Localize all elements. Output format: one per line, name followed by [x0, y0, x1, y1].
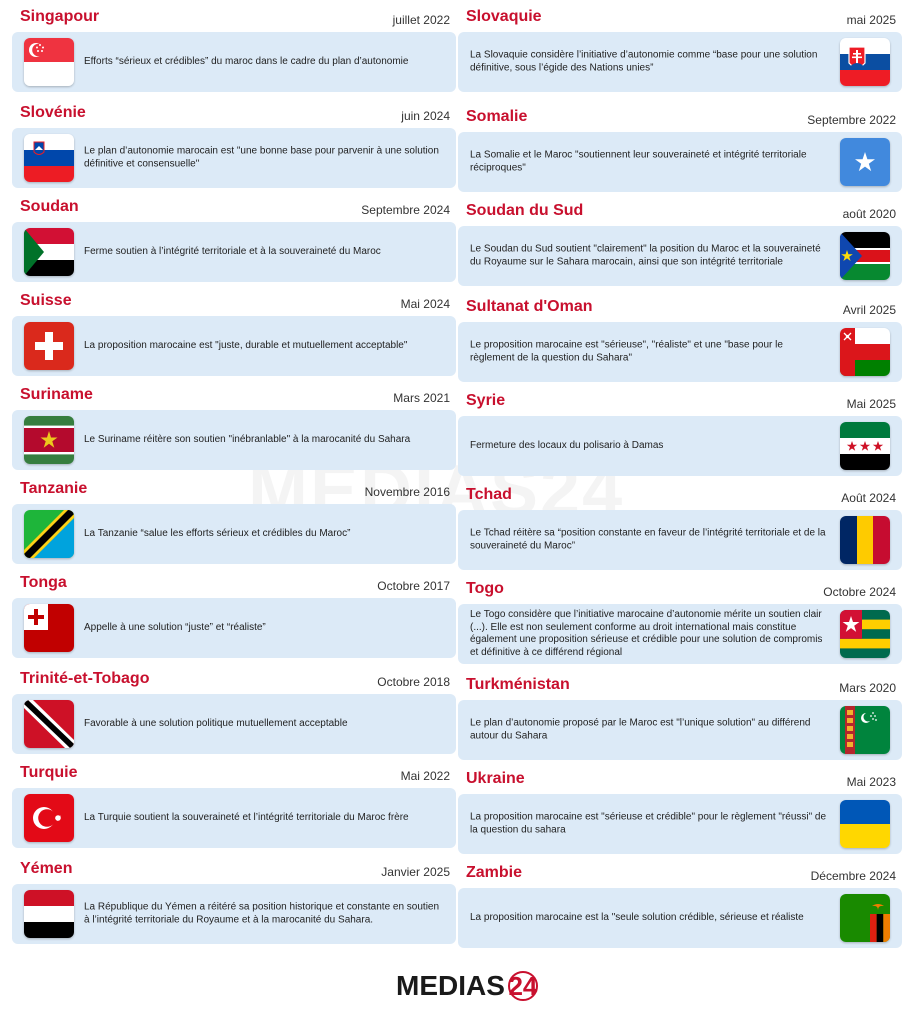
entry-header [12, 856, 456, 884]
country-entry [458, 672, 902, 741]
country-name: Turquie [20, 764, 78, 781]
entry-header [12, 382, 456, 410]
singapore-flag [24, 38, 74, 86]
statement-card [12, 222, 456, 282]
entry-header [12, 288, 456, 316]
entry-date: mai 2025 [846, 13, 896, 27]
statement-text: Le plan d’autonomie proposé par le Maroc est "l’unique solution" au différend autour du Sahara [470, 717, 811, 741]
statement-text: Le Soudan du Sud soutient "clairement" la position du Maroc et la souveraineté du Royaume sur le Sahara marocain, ainsi que son intégrité territoriale [470, 243, 821, 267]
statement-text: La proposition marocaine est "sérieuse et crédible" pour le règlement "réussi" de la question du sahara [470, 811, 827, 835]
country-entry [12, 570, 456, 633]
entry-header [12, 476, 456, 504]
statement-text: La proposition marocaine est "juste, durable et mutuellement acceptable" [84, 339, 408, 351]
entry-header [12, 4, 456, 32]
country-entry [458, 388, 902, 451]
switzerland-flag [24, 322, 74, 370]
entry-header [12, 760, 456, 788]
statement-card [458, 226, 902, 286]
entry-header [458, 294, 902, 322]
statement-card [12, 504, 456, 564]
statement-card [458, 416, 902, 476]
statement-text: La Somalie et le Maroc "soutiennent leur souveraineté et intégrité territoriale réciproques" [470, 149, 807, 173]
entry-date: Mai 2025 [846, 397, 896, 411]
entry-date: Octobre 2018 [377, 675, 450, 689]
sudan-flag [24, 228, 74, 276]
entry-header [458, 766, 902, 794]
country-entry [12, 666, 456, 729]
country-name: Somalie [466, 108, 528, 125]
statement-card [458, 32, 902, 92]
logo-badge [506, 969, 540, 1003]
statement-card [12, 884, 456, 944]
suriname-flag [24, 416, 74, 464]
slovenia-flag [24, 134, 74, 182]
statement-text: Efforts “sérieux et crédibles” du maroc dans le cadre du plan d’autonomie [84, 55, 409, 67]
statement-card [458, 888, 902, 948]
entry-header [458, 576, 902, 604]
statement-text: Appelle à une solution “juste” et “réaliste” [84, 621, 266, 633]
statement-card [12, 598, 456, 658]
country-entry [12, 100, 456, 169]
country-name: Suriname [20, 386, 93, 403]
statement-text: Fermeture des locaux du polisario à Damas [470, 439, 664, 451]
logo-number: 24 [508, 970, 538, 1001]
statement-card [458, 604, 902, 664]
entry-date: Octobre 2017 [377, 579, 450, 593]
entry-header [12, 100, 456, 128]
statement-card [458, 794, 902, 854]
entry-date: Octobre 2024 [823, 585, 896, 599]
entry-date: Août 2024 [841, 491, 896, 505]
entry-date: Décembre 2024 [810, 869, 896, 883]
statement-text: Le Tchad réitère sa “position constante en faveur de l’intégrité territoriale et de la souveraineté du Maroc” [470, 527, 826, 551]
statement-text: Le Suriname réitère son soutien "inébranlable" à la marocanité du Sahara [84, 433, 411, 445]
statement-card [458, 700, 902, 760]
country-entry [458, 576, 902, 658]
entry-date: Mai 2024 [400, 297, 450, 311]
entry-header [458, 4, 902, 32]
country-entry [458, 482, 902, 551]
entry-date: Mai 2022 [400, 769, 450, 783]
country-name: Tchad [466, 486, 512, 503]
country-entry [12, 760, 456, 823]
slovakia-flag [840, 38, 890, 86]
entry-date: juillet 2022 [392, 13, 450, 27]
country-entry [12, 288, 456, 351]
statement-card [12, 128, 456, 188]
ukraine-flag [840, 800, 890, 848]
country-entry [12, 856, 456, 925]
chad-flag [840, 516, 890, 564]
statement-text: Favorable à une solution politique mutuellement acceptable [84, 717, 348, 729]
country-entry [12, 194, 456, 257]
country-name: Syrie [466, 392, 506, 409]
statement-text: Le proposition marocaine est "sérieuse", "réaliste" et une "base pour le règlement de la question du Sahara" [470, 339, 783, 363]
country-name: Soudan [20, 198, 79, 215]
logo-word: MEDIAS [396, 970, 505, 1001]
entry-header [458, 482, 902, 510]
country-entry [458, 294, 902, 363]
trinidad-tobago-flag [24, 700, 74, 748]
entry-date: Mars 2020 [839, 681, 896, 695]
entry-header [458, 388, 902, 416]
statement-card [12, 788, 456, 848]
entry-date: juin 2024 [401, 109, 450, 123]
statement-card [458, 132, 902, 192]
country-entry [458, 4, 902, 73]
entry-date: août 2020 [842, 207, 896, 221]
country-name: Suisse [20, 292, 72, 309]
entry-header [12, 194, 456, 222]
country-name: Ukraine [466, 770, 525, 787]
oman-flag [840, 328, 890, 376]
country-name: Slovaquie [466, 8, 542, 25]
entry-header [458, 860, 902, 888]
statement-text: La Turquie soutient la souveraineté et l’intégrité territoriale du Maroc frère [84, 811, 409, 823]
country-name: Singapour [20, 8, 100, 25]
country-entry [458, 766, 902, 835]
country-name: Sultanat d'Oman [466, 298, 593, 315]
entry-date: Janvier 2025 [381, 865, 450, 879]
syria-flag [840, 422, 890, 470]
entry-date: Mai 2023 [846, 775, 896, 789]
zambia-flag [840, 894, 890, 942]
country-entry [12, 382, 456, 445]
country-name: Togo [466, 580, 504, 597]
statement-text: Le Togo considère que l’initiative marocaine d’autonomie mérite un soutien clair (...). Elle est non seulement conforme au droit international mais constitue également une proposition sérieuse et crédible pour une solution de compromis et définitive à ce différend régional [470, 609, 823, 658]
country-entry [458, 198, 902, 267]
country-name: Zambie [466, 864, 523, 881]
statement-text: La proposition marocaine est la "seule solution crédible, sérieuse et réaliste [470, 911, 804, 923]
statement-text: Ferme soutien à l’intégrité territoriale et à la souveraineté du Maroc [84, 245, 381, 257]
entry-date: Avril 2025 [842, 303, 896, 317]
statement-card [12, 410, 456, 470]
country-name: Slovénie [20, 104, 86, 121]
turkey-flag [24, 794, 74, 842]
entry-header [458, 198, 902, 226]
statement-text: La République du Yémen a réitéré sa position historique et constante en soutien à l’intégrité territoriale du Royaume et à la marocanité du Sahara. [84, 901, 440, 925]
entry-header [12, 666, 456, 694]
statement-card [12, 32, 456, 92]
entry-header [458, 672, 902, 700]
country-name: Trinité-et-Tobago [20, 670, 150, 687]
country-entry [12, 476, 456, 539]
entry-header [458, 104, 902, 132]
country-name: Tanzanie [20, 480, 88, 497]
statement-card [12, 694, 456, 754]
entry-date: Mars 2021 [393, 391, 450, 405]
statement-card [12, 316, 456, 376]
country-name: Soudan du Sud [466, 202, 584, 219]
somalia-flag [840, 138, 890, 186]
entry-date: Novembre 2016 [364, 485, 450, 499]
country-entry [458, 860, 902, 923]
country-entry [458, 104, 902, 173]
statement-text: La Tanzanie “salue les efforts sérieux et crédibles du Maroc” [84, 527, 351, 539]
entry-date: Septembre 2022 [807, 113, 896, 127]
entry-header [12, 570, 456, 598]
statement-card [458, 510, 902, 570]
statement-card [458, 322, 902, 382]
country-name: Yémen [20, 860, 73, 877]
tonga-flag [24, 604, 74, 652]
medias24-logo [396, 966, 540, 1006]
yemen-flag [24, 890, 74, 938]
statement-text: La Slovaquie considère l’initiative d’autonomie comme “base pour une solution définitive, sous l’égide des Nations unies” [470, 49, 818, 73]
entry-date: Septembre 2024 [361, 203, 450, 217]
country-name: Turkménistan [466, 676, 570, 693]
country-name: Tonga [20, 574, 67, 591]
togo-flag [840, 610, 890, 658]
tanzania-flag [24, 510, 74, 558]
turkmenistan-flag [840, 706, 890, 754]
statement-text: Le plan d’autonomie marocain est "une bonne base pour parvenir à une solution définitive et consensuelle" [84, 145, 439, 169]
south-sudan-flag [840, 232, 890, 280]
country-entry [12, 4, 456, 67]
